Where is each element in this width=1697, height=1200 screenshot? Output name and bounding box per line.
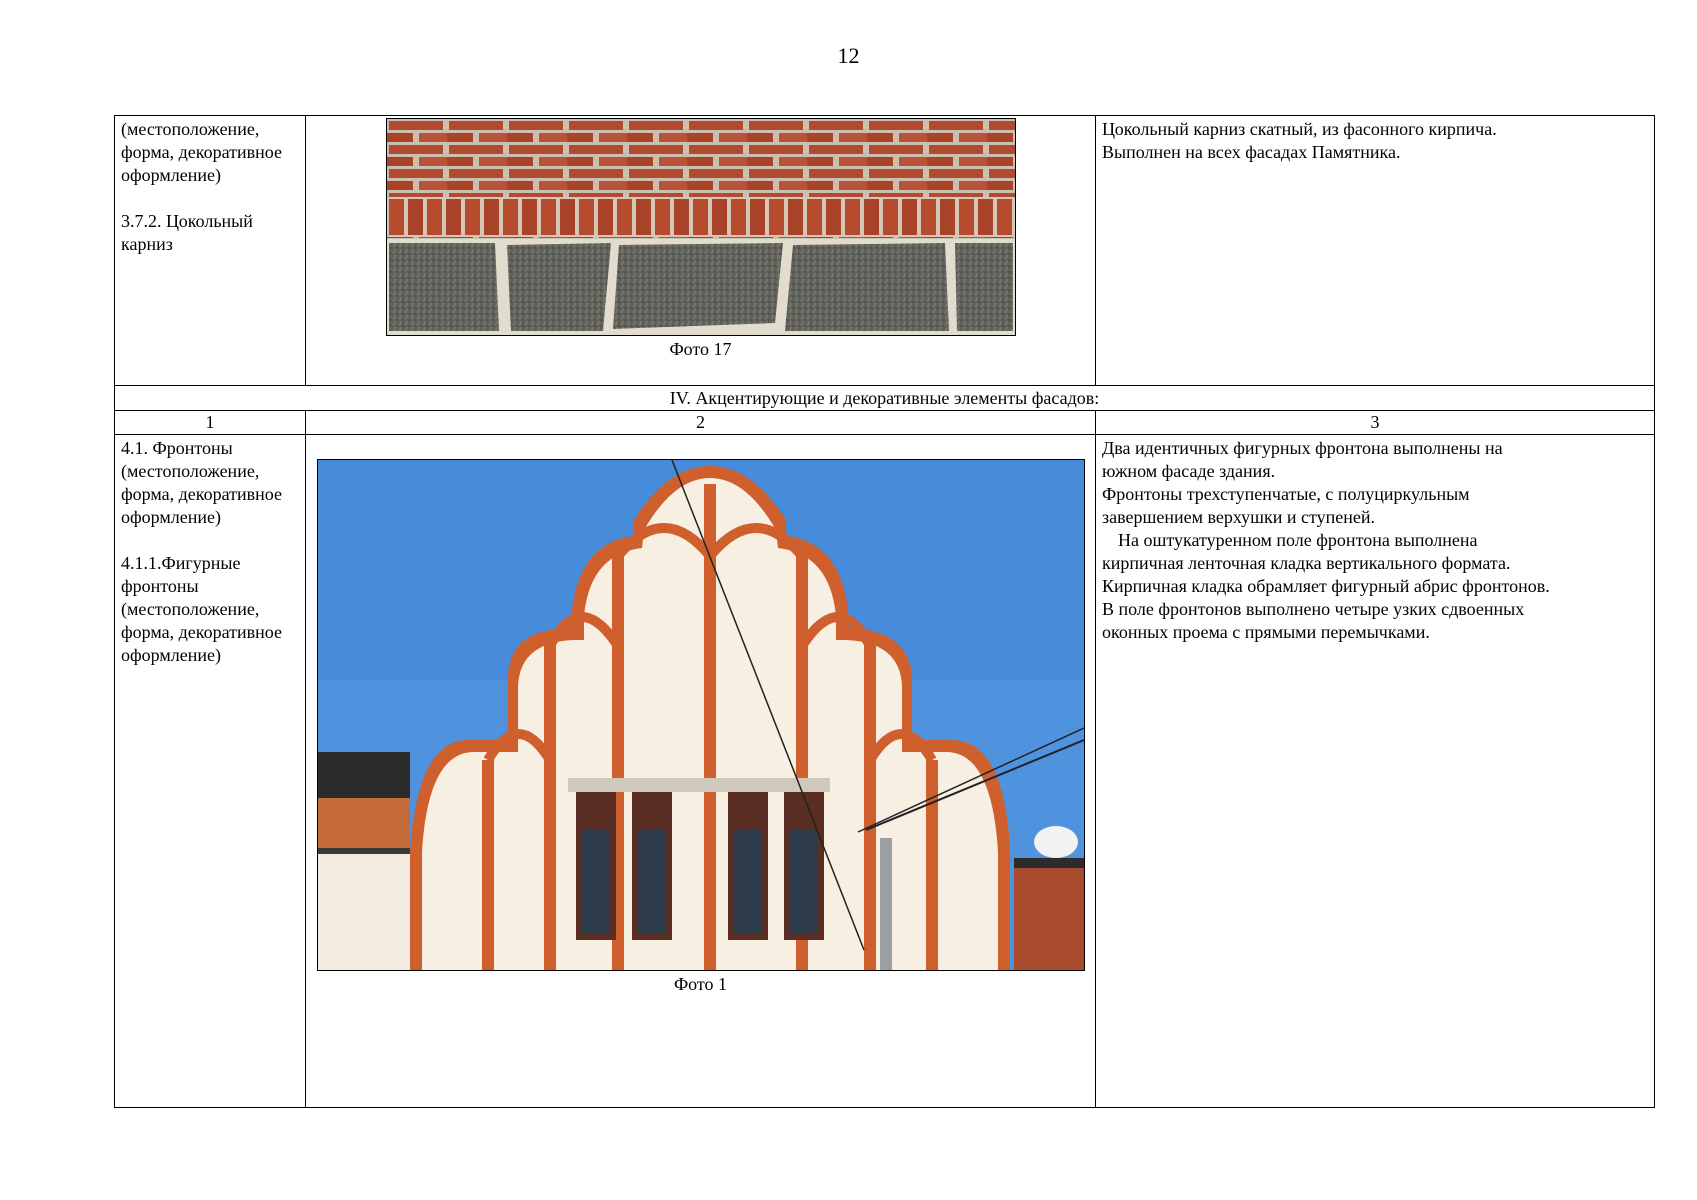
stepped-gable-photo	[317, 459, 1085, 971]
column-number: 3	[1096, 411, 1655, 435]
section-heading: IV. Акцентирующие и декоративные элементы фасадов:	[115, 386, 1655, 411]
cell-item-plinth	[115, 116, 306, 386]
description-line: Кирпичная кладка обрамляет фигурный абрис фронтонов.	[1102, 576, 1550, 596]
description-line: кирпичная ленточная кладка вертикального формата.	[1102, 553, 1511, 573]
item-title-line: 3.7.2. Цокольный	[121, 211, 253, 231]
heritage-table	[114, 115, 1655, 1108]
photo-caption: Фото 17	[669, 339, 732, 359]
cell-description-plinth	[1096, 116, 1655, 386]
item-title-line: 4.1. Фронтоны	[121, 438, 233, 458]
item-title-line: карниз	[121, 234, 173, 254]
table-row-gables	[115, 435, 1655, 1108]
table-row-plinth-cornice	[115, 116, 1655, 386]
item-desc-line: форма, декоративное	[121, 142, 282, 162]
table-row-section-heading	[115, 386, 1655, 411]
cell-item-gables	[115, 435, 306, 1108]
description-line: Выполнен на всех фасадах Памятника.	[1102, 142, 1401, 162]
description-line: завершением верхушки и ступеней.	[1102, 507, 1376, 527]
item-desc-line: форма, декоративное	[121, 484, 282, 504]
item-desc-line: (местоположение,	[121, 119, 260, 139]
page-number: 12	[837, 43, 860, 68]
description-line: Два идентичных фигурных фронтона выполнены на	[1102, 438, 1503, 458]
description-line: На оштукатуренном поле фронтона выполнена	[1118, 530, 1478, 550]
item-desc-line: (местоположение,	[121, 461, 260, 481]
item-title-line: фронтоны	[121, 576, 199, 596]
column-number: 1	[115, 411, 306, 435]
item-desc-line: оформление)	[121, 165, 222, 185]
photo-caption: Фото 1	[673, 974, 728, 994]
item-desc-line: (местоположение,	[121, 599, 260, 619]
description-line: оконных проема с прямыми перемычками.	[1102, 622, 1430, 642]
brick-plinth-photo	[386, 118, 1016, 336]
item-title-line: 4.1.1.Фигурные	[121, 553, 241, 573]
cell-photo-1	[306, 435, 1096, 1108]
item-desc-line: оформление)	[121, 645, 222, 665]
item-desc-line: оформление)	[121, 507, 222, 527]
table-row-column-numbers	[115, 411, 1655, 435]
description-line: В поле фронтонов выполнено четыре узких сдвоенных	[1102, 599, 1525, 619]
item-desc-line: форма, декоративное	[121, 622, 282, 642]
description-line: Цокольный карниз скатный, из фасонного кирпича.	[1102, 119, 1497, 139]
description-line: южном фасаде здания.	[1102, 461, 1276, 481]
cell-description-gables	[1096, 435, 1655, 1108]
cell-photo-17	[306, 116, 1096, 386]
description-line: Фронтоны трехступенчатые, с полуциркульным	[1102, 484, 1470, 504]
column-number: 2	[306, 411, 1096, 435]
